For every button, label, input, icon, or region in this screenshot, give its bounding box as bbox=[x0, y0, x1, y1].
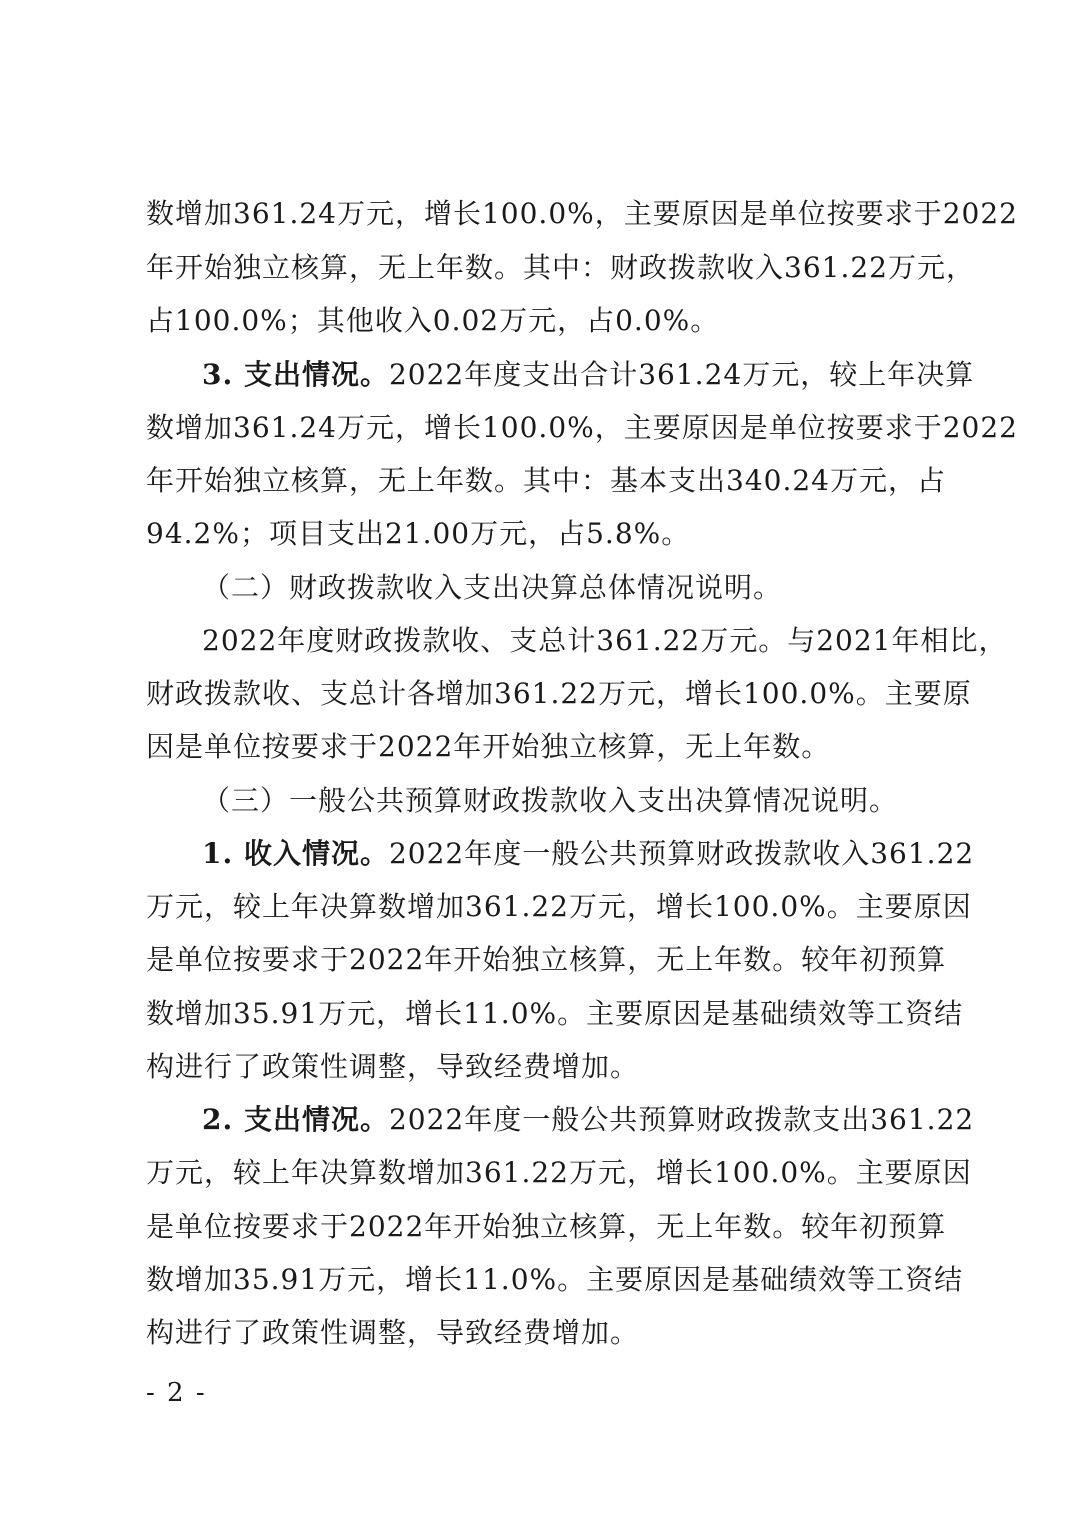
text-line: 财政拨款收、支总计各增加361.22万元，增长100.0%。主要原 bbox=[146, 677, 972, 710]
text-line: 构进行了政策性调整，导致经费增加。 bbox=[146, 1050, 640, 1083]
text-line bbox=[202, 1102, 975, 1138]
section-title: （三）一般公共预算财政拨款收入支出决算情况说明。 bbox=[202, 784, 899, 817]
text-line: 年开始独立核算，无上年数。其中：基本支出340.24万元，占 bbox=[146, 464, 946, 497]
text-line bbox=[202, 836, 975, 872]
section-heading: 2. 支出情况。 bbox=[202, 1103, 389, 1136]
text-line: 年开始独立核算，无上年数。其中：财政拨款收入361.22万元， bbox=[146, 251, 975, 284]
section-title: （二）财政拨款收入支出决算总体情况说明。 bbox=[202, 571, 783, 604]
text-line: 是单位按要求于2022年开始独立核算，无上年数。较年初预算 bbox=[146, 1210, 947, 1243]
text-line: 94.2%；项目支出21.00万元，占5.8%。 bbox=[146, 517, 691, 550]
text-line: 因是单位按要求于2022年开始独立核算，无上年数。 bbox=[146, 730, 831, 763]
text-line: 占100.0%；其他收入0.02万元，占0.0%。 bbox=[146, 304, 720, 337]
text-line: 2022年度财政拨款收、支总计361.22万元。与2021年相比， bbox=[202, 624, 1008, 657]
text-line: 是单位按要求于2022年开始独立核算，无上年数。较年初预算 bbox=[146, 943, 947, 976]
text-line: 数增加35.91万元，增长11.0%。主要原因是基础绩效等工资结 bbox=[146, 1263, 964, 1296]
text-line: 数增加35.91万元，增长11.0%。主要原因是基础绩效等工资结 bbox=[146, 997, 964, 1030]
text-line: 数增加361.24万元，增长100.0%，主要原因是单位按要求于2022 bbox=[146, 197, 1018, 230]
section-heading: 1. 收入情况。 bbox=[202, 837, 389, 870]
text-line: 万元，较上年决算数增加361.22万元，增长100.0%。主要原因 bbox=[146, 1156, 972, 1189]
text-line: 万元，较上年决算数增加361.22万元，增长100.0%。主要原因 bbox=[146, 890, 972, 923]
section-heading: 3. 支出情况。 bbox=[202, 358, 389, 391]
text-line bbox=[202, 357, 975, 393]
page-number: - 2 - bbox=[146, 1378, 207, 1408]
text-run: 2022年度一般公共预算财政拨款收入361.22 bbox=[388, 837, 975, 870]
text-run: 2022年度支出合计361.24万元，较上年决算 bbox=[388, 358, 975, 391]
text-line: 数增加361.24万元，增长100.0%，主要原因是单位按要求于2022 bbox=[146, 411, 1018, 444]
text-line: 构进行了政策性调整，导致经费增加。 bbox=[146, 1316, 640, 1349]
text-run: 2022年度一般公共预算财政拨款支出361.22 bbox=[388, 1103, 975, 1136]
